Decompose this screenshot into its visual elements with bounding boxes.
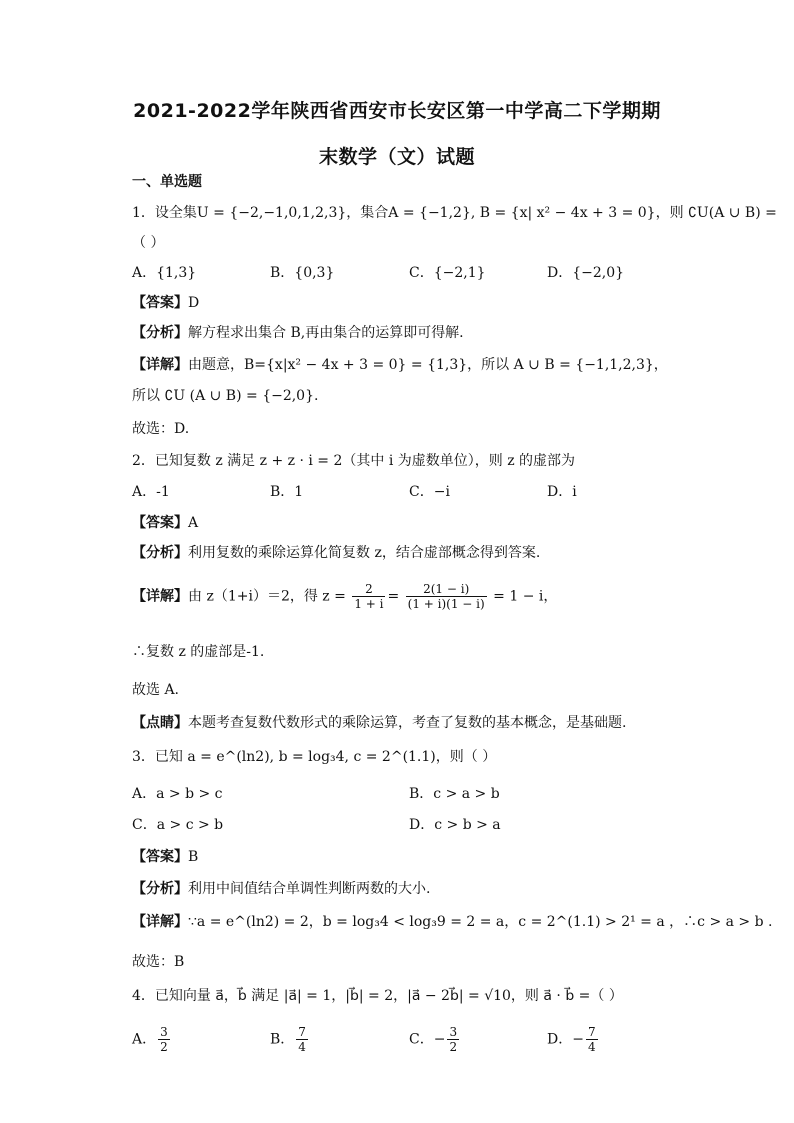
q2-answer: 【答案】A — [132, 515, 199, 531]
q1-analysis: 【分析】解方程求出集合 B,再由集合的运算即可得解. — [132, 325, 464, 341]
q2-option-a: A．-1 — [132, 484, 170, 500]
q3-option-d: D．c > b > a — [409, 817, 501, 833]
analysis-tag: 【分析】 — [132, 325, 188, 341]
q1-option-c: C．{−2,1} — [409, 265, 486, 281]
q3-option-b: B．c > a > b — [409, 786, 500, 802]
q2-detail: 【详解】由 z（1+i）＝2，得 z = $\frac{2}{1 + i}$ = $\frac{2(1 - i)}{(1 + i)(1 - i)}$ = 1 − i， — [132, 582, 558, 611]
q2-fraction-1: $\frac{2}{1 + i}$ — [354, 582, 384, 611]
q1-option-b: B．{0,3} — [270, 265, 335, 281]
q2-answer-value: A — [188, 515, 199, 531]
q2-detail2: ∴复数 z 的虚部是-1. — [132, 644, 265, 660]
exam-title-line1: 2021-2022学年陕西省西安市长安区第一中学高二下学期期 — [133, 100, 661, 122]
q3-stem: 3．已知 a = e^(ln2), b = log₃4, c = 2^(1.1)，则（ ） — [132, 749, 497, 765]
q4-option-a: A． $\frac{3}{2}$ — [132, 1025, 168, 1054]
answer-tag: 【答案】 — [132, 295, 188, 311]
q2-fraction-2: $\frac{2(1 - i)}{(1 + i)(1 - i)}$ — [407, 582, 485, 611]
q1-detail2: 所以 ∁U (A ∪ B) = {−2,0}. — [132, 388, 319, 404]
q3-answer-value: B — [188, 849, 199, 865]
detail-tag: 【详解】 — [132, 357, 188, 373]
q1-stem-cont: （ ） — [132, 235, 165, 251]
q4-stem: 4．已知向量 a⃗，b⃗ 满足 |a⃗| = 1，|b⃗| = 2，|a⃗ − 2b⃗| = √10，则 a⃗ · b⃗ =（ ） — [132, 988, 623, 1004]
q1-detail: 【详解】由题意，B={x|x² − 4x + 3 = 0} = {1,3}，所以 A ∪ B = {−1,1,2,3}， — [132, 357, 668, 373]
q3-option-a: A．a > b > c — [132, 786, 223, 802]
q3-answer: 【答案】B — [132, 849, 199, 865]
q1-option-a: A．{1,3} — [132, 265, 197, 281]
q1-option-d: D．{−2,0} — [547, 265, 625, 281]
q2-stem: 2．已知复数 z 满足 z + z · i = 2（其中 i 为虚数单位），则 z 的虚部为 — [132, 453, 576, 469]
exam-title-line2: 末数学（文）试题 — [318, 146, 475, 168]
q4-option-b: B． $\frac{7}{4}$ — [270, 1025, 306, 1054]
q1-answer-value: D — [188, 295, 200, 311]
q2-comment: 【点睛】本题考查复数代数形式的乘除运算，考查了复数的基本概念，是基础题. — [132, 715, 627, 731]
section-heading: 一、单选题 — [132, 174, 202, 190]
q3-analysis: 【分析】利用中间值结合单调性判断两数的大小. — [132, 881, 431, 897]
q1-stem: 1．设全集U = {−2,−1,0,1,2,3}，集合A = {−1,2}, B = {x| x² − 4x + 3 = 0}，则 ∁U(A ∪ B) = — [132, 205, 777, 221]
q3-conclusion: 故选：B — [132, 954, 185, 970]
q4-option-c: C．− $\frac{3}{2}$ — [409, 1025, 458, 1054]
q2-analysis: 【分析】利用复数的乘除运算化简复数 z，结合虚部概念得到答案. — [132, 545, 541, 561]
q3-detail: 【详解】∵a = e^(ln2) = 2，b = log₃4 < log₃9 = 2 = a，c = 2^(1.1) > 2¹ = a ，∴c > a > b . — [132, 914, 773, 930]
q3-option-c: C．a > c > b — [132, 817, 224, 833]
q2-option-d: D．i — [547, 484, 577, 500]
q2-option-b: B．1 — [270, 484, 304, 500]
q2-option-c: C．−i — [409, 484, 450, 500]
q4-option-d: D．− $\frac{7}{4}$ — [547, 1025, 596, 1054]
q1-conclusion: 故选：D. — [132, 421, 190, 437]
q2-conclusion: 故选 A. — [132, 682, 180, 698]
q1-answer — [132, 293, 199, 313]
